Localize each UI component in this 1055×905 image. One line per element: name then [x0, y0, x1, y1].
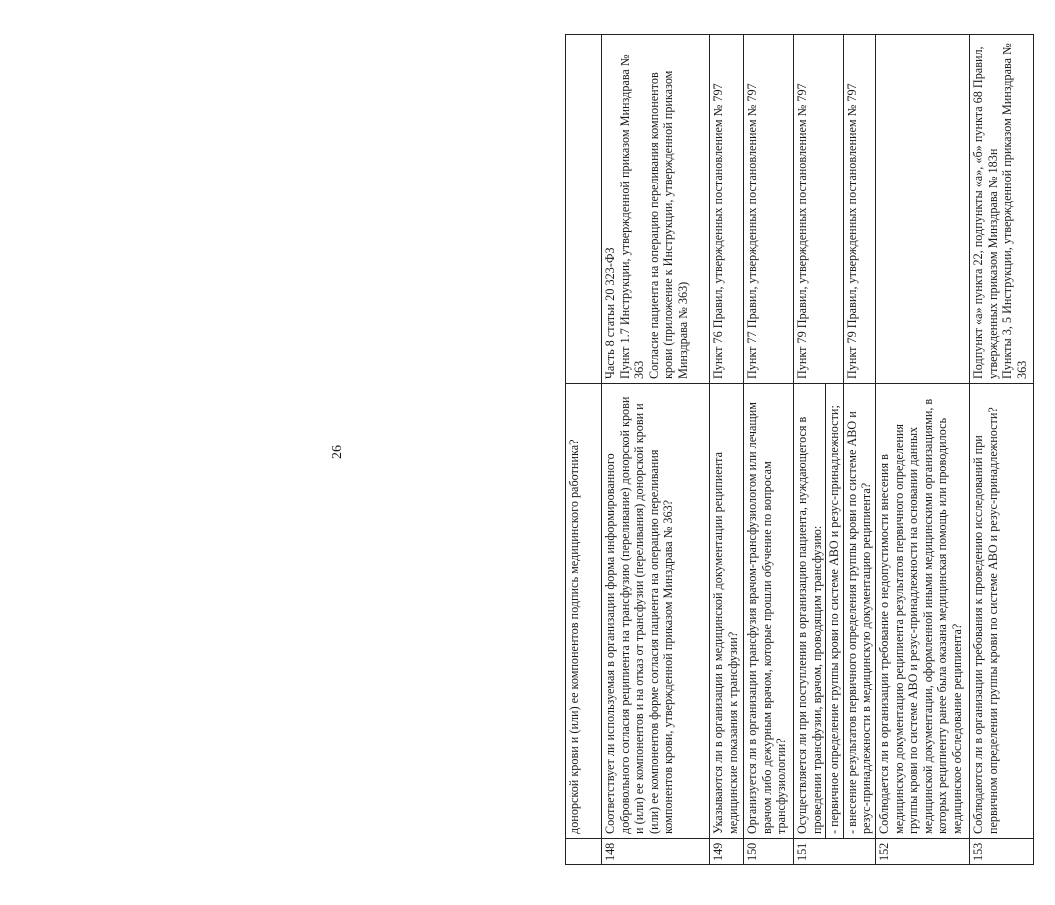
table-row — [710, 35, 744, 865]
row-number: 153 — [969, 839, 1033, 865]
row-question: донорской крови и (или) ее компонентов подпись медицинского работника? — [566, 384, 602, 839]
table-row — [794, 35, 826, 865]
row-subitem: - внесение результатов первичного определения группы крови по системе АВО и резус-принадлежности в медицинскую документацию реципиента? — [843, 384, 875, 839]
row-question: Осуществляется ли при поступлении в организацию пациента, нуждающегося в проведении трансфузии, врачом, проводящим трансфузию: — [794, 384, 826, 839]
row-number: 150 — [744, 839, 794, 865]
reference-line: Согласие пациента на операцию переливания компонентов крови (приложение к Инструкции, утвержденной приказом Минздрава № 363) — [646, 70, 690, 379]
table-row — [566, 35, 602, 865]
row-references — [875, 35, 969, 384]
checklist-table — [565, 34, 1034, 865]
reference-line: Пункт 79 Правил, утвержденных постановлением № 797 — [795, 83, 809, 379]
row-number: 151 — [794, 839, 876, 865]
page-number: 26 — [330, 445, 345, 459]
row-question: Указываются ли в организации в медицинской документации реципиента медицинские показания к трансфузии? — [710, 384, 744, 839]
reference-line: Пункты 3, 5 Инструкции, утвержденной приказом Минздрава № 363 — [1000, 43, 1029, 379]
table-row — [744, 35, 794, 865]
row-number: 152 — [875, 839, 969, 865]
row-number — [566, 839, 602, 865]
reference-line: Подпункт «а» пункта 22, подпункты «а», «б» пункта 68 Правил, утвержденных приказом Минздрава № 183н — [970, 46, 1000, 379]
row-question: Соответствует ли используемая в организации форма информированного добровольного согласия реципиента на трансфузию (переливание) донорской крови и (или) ее компонентов и на отказ от трансфузии (переливания) донорской крови и (или) ее компонентов форме согласия пациента на операцию переливания компонентов крови, утвержденной приказом Минздрава № 363? — [602, 384, 710, 839]
reference-line: Пункт 76 Правил, утвержденных постановлением № 797 — [711, 83, 725, 379]
reference-line: Пункт 1.7 Инструкции, утвержденной приказом Минздрава № 363 — [617, 54, 647, 379]
row-question: Соблюдается ли в организации требование о недопустимости внесения в медицинскую документацию реципиента результатов первичного определения группы крови по системе АВО и резус-принадлежности на основании данных медицинской документации, оформленной иными медицинскими организациями, в которых реципиенту ранее была оказана медицинская помощь или проводилось медицинское обследование реципиента? — [875, 384, 969, 839]
row-references — [602, 35, 710, 384]
row-references — [969, 35, 1033, 384]
row-references — [843, 35, 875, 384]
row-references — [794, 35, 844, 384]
rotated-page-content — [565, 35, 1055, 865]
reference-line: Пункт 77 Правил, утвержденных постановлением № 797 — [745, 83, 759, 379]
row-subitem: - первичное определение группы крови по системе АВО и резус-принадлежности; — [826, 384, 844, 839]
row-question: Соблюдаются ли в организации требования к проведению исследований при первичном определении группы крови по системе АВО и резус-принадлежности? — [969, 384, 1033, 839]
table-subrow — [843, 35, 875, 865]
row-references — [744, 35, 794, 384]
table-row — [969, 35, 1033, 865]
row-number: 149 — [710, 839, 744, 865]
reference-line: Пункт 79 Правил, утвержденных постановлением № 797 — [844, 83, 859, 379]
row-references — [566, 35, 602, 384]
row-number: 148 — [602, 839, 710, 865]
table-row — [602, 35, 710, 865]
table-row — [875, 35, 969, 865]
reference-line: Часть 8 статьи 20 323-ФЗ — [603, 247, 617, 379]
row-question: Организуется ли в организации трансфузия врачом-трансфузиологом или лечащим врачом либо дежурным врачом, которые прошли обучение по вопросам трансфузиологии? — [744, 384, 794, 839]
row-references — [710, 35, 744, 384]
